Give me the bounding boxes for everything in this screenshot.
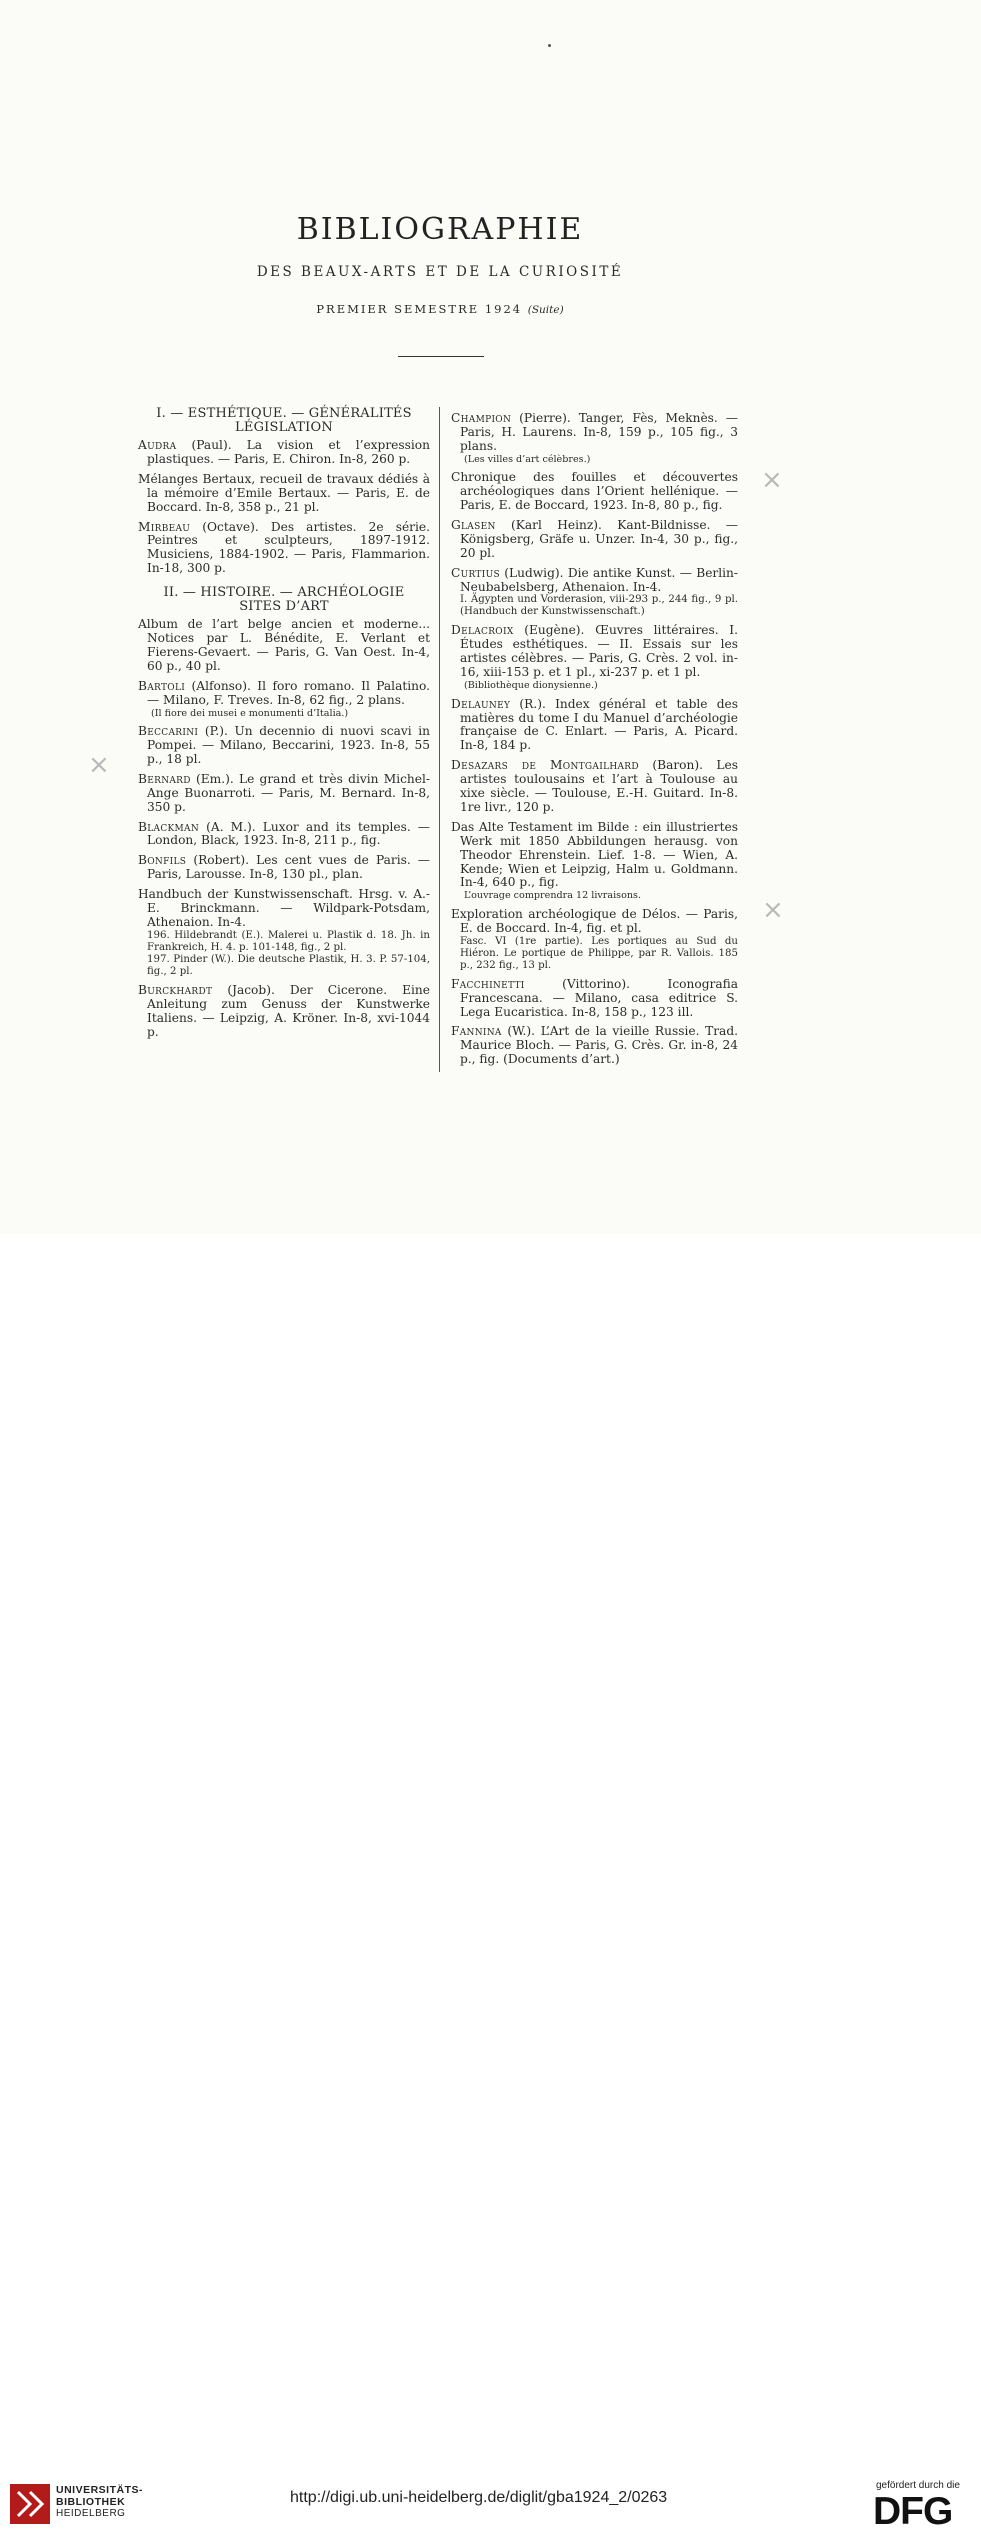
bibliography-entry [138, 439, 430, 467]
bibliography-entry [138, 888, 430, 978]
left-column [138, 407, 430, 1046]
section-heading-line: SITES D’ART [239, 599, 329, 615]
entry-text: (Baron). Les artistes toulousains et l’art à Toulouse au xixe siècle. — Toulouse, E.-H. Guitard. In-8. 1re livr., 120 p. [460, 758, 738, 814]
library-name-line: HEIDELBERG [56, 2508, 126, 2519]
entry-author: Audra [138, 438, 177, 452]
bibliography-entry [138, 521, 430, 577]
library-name [56, 2484, 143, 2520]
entry-list [138, 618, 430, 1039]
entry-author: Delauney [451, 696, 511, 711]
bibliography-entry [451, 471, 738, 513]
funding-label: gefördert durch die [876, 2480, 960, 2491]
semester-line [140, 302, 740, 316]
bibliography-entry [451, 1025, 738, 1067]
entry-list [451, 412, 738, 1067]
pencil-cross-mark: × [762, 895, 784, 925]
section-heading-esthetique [138, 407, 430, 435]
entry-text: (Alfonso). Il foro romano. Il Palatino. — Milano, F. Treves. In-8, 62 fig., 2 plans. [147, 678, 430, 707]
entry-author: Beccarini [138, 724, 199, 739]
entry-text: (Karl Heinz). Kant-Bildnisse. — Königsberg, Gräfe u. Unzer. In-4, 30 p., fig., 20 pl. [460, 517, 738, 560]
entry-note: (Les villes d’art célèbres.) [464, 453, 591, 465]
entry-subvolume: 197. Pinder (W.). Die deutsche Plastik, H. 3. P. 57-104, fig., 2 pl. [147, 953, 430, 977]
bibliography-entry [451, 978, 738, 1020]
entry-text: (R.). Index général et table des matières du tome I du Manuel d’archéologie française de C. Enlart. — Paris, A. Picard. In-8, 184 p. [460, 696, 738, 753]
bibliography-entry [451, 908, 738, 972]
semester-text: PREMIER SEMESTRE 1924 [316, 302, 523, 316]
column-divider [439, 407, 440, 1072]
entry-text: (W.). L’Art de la vieille Russie. Trad. Maurice Bloch. — Paris, G. Crès. Gr. in-8, 24 p., fig. (Documents d’art.) [460, 1024, 738, 1067]
bibliography-entry [451, 698, 738, 754]
entry-author: Bernard [138, 771, 191, 786]
bibliography-entry [138, 821, 430, 849]
entry-author: Mirbeau [138, 519, 191, 534]
entry-list [138, 439, 430, 576]
scanned-page [0, 0, 981, 1234]
entry-author: Desazars de Montgailhard [451, 758, 639, 773]
entry-author: Fannina [451, 1024, 502, 1039]
bibliography-entry [451, 567, 738, 619]
entry-note: L’ouvrage comprendra 12 livraisons. [464, 890, 642, 902]
footer-bar [0, 1234, 981, 2533]
right-column [451, 412, 738, 1073]
bibliography-entry [138, 984, 430, 1040]
entry-author: Curtius [451, 565, 500, 580]
entry-note: (Il fiore dei musei e monumenti d’Italia.) [151, 707, 349, 719]
page-title: BIBLIOGRAPHIE [296, 212, 584, 247]
entry-text: (Paul). La vision et l’expression plastiques. — Paris, E. Chiron. In-8, 260 p. [147, 438, 430, 466]
bibliography-entry [138, 773, 430, 815]
entry-text: (A. M.). Luxor and its temples. — London, Black, 1923. In-8, 211 p., fig. [147, 819, 430, 848]
entry-author: Bartoli [138, 678, 186, 693]
bibliography-entry [138, 680, 430, 719]
library-name-line: BIBLIOTHEK [56, 2496, 126, 2508]
section-heading-line: I. — ESTHÉTIQUE. — GÉNÉRALITÉS [156, 406, 412, 421]
entry-author: Bonfils [138, 853, 187, 868]
entry-text: (Octave). Des artistes. 2e série. Peintres et sculpteurs, 1897-1912. Musiciens, 1884-1902. — Paris, Flammarion. In-18, 300 p. [147, 519, 430, 576]
entry-subvolume: Fasc. VI (1re partie). Les portiques au Sud du Hiéron. Le portique de Philippe, par R. Vallois. 185 p., 232 fig., 13 pl. [460, 935, 738, 971]
entry-text: Das Alte Testament im Bilde : ein illustriertes Werk mit 1850 Abbildungen herausg. von Theodor Ehrenstein. Lief. 1-8. — Wien, A. Kende; Wien et Leipzig, Halm u. Goldmann. In-4, 640 p., fig. [451, 819, 738, 890]
bibliography-entry [451, 519, 738, 561]
entry-text: Mélanges Bertaux, recueil de travaux dédiés à la mémoire d’Emile Bertaux. — Paris, E. de Boccard. In-8, 358 p., 21 pl. [138, 471, 430, 514]
entry-text: (P.). Un decennio di nuovi scavi in Pompei. — Milano, Beccarini, 1923. In-8, 55 p., 18 pl. [147, 724, 430, 766]
page-subtitle: DES BEAUX-ARTS ET DE LA CURIOSITÉ [256, 264, 624, 280]
library-name-line: UNIVERSITÄTS- [56, 2484, 144, 2496]
entry-note: (Bibliothèque dionysienne.) [464, 680, 598, 692]
entry-text: Chronique des fouilles et découvertes archéologiques dans l’Orient hellénique. — Paris, E. de Boccard, 1923. In-8, 80 p., fig. [451, 470, 738, 513]
pencil-cross-mark: × [88, 750, 110, 780]
section-heading-histoire [138, 586, 430, 614]
bibliography-entry [451, 624, 738, 691]
bibliography-entry [138, 618, 430, 674]
entry-text: (Robert). Les cent vues de Paris. — Paris, Larousse. In-8, 130 pl., plan. [147, 853, 430, 882]
bibliography-entry [138, 725, 430, 767]
entry-text: (Ludwig). Die antike Kunst. — Berlin-Neubabelsberg, Athenaion. In-4. [460, 565, 738, 594]
entry-author: Burckhardt [138, 982, 213, 997]
bibliography-entry [138, 473, 430, 515]
bibliography-entry [451, 759, 738, 815]
entry-author: Glasen [451, 517, 496, 532]
semester-note: (Suite) [527, 304, 564, 316]
entry-text: Album de l’art belge ancien et moderne... Notices par L. Bénédite, E. Verlant et Fierens-Gevaert. — Paris, G. Van Oest. In-4, 60 p., 40 pl. [138, 617, 430, 673]
entry-author: Facchinetti [451, 976, 525, 991]
entry-text: (Eugène). Œuvres littéraires. I. Études esthétiques. — II. Essais sur les artistes célèbres. — Paris, G. Crès. 2 vol. in-16, xiii-153 p. et 1 pl., xi-237 p. et 1 pl. [460, 623, 738, 680]
section-heading-line: II. — HISTOIRE. — ARCHÉOLOGIE [163, 585, 405, 601]
dfg-logo: DFG [873, 2490, 953, 2533]
entry-author: Champion [451, 411, 512, 425]
entry-subvolume: 196. Hildebrandt (E.). Malerei u. Plastik d. 18. Jh. in Frankreich, H. 4. p. 101-148, fig., 2 pl. [147, 929, 430, 953]
entry-author: Blackman [138, 819, 200, 834]
entry-text: Exploration archéologique de Délos. — Paris, E. de Boccard. In-4, fig. et pl. [451, 906, 738, 935]
entry-text: (Pierre). Tanger, Fès, Meknès. — Paris, H. Laurens. In-8, 159 p., 105 fig., 3 plans. [460, 411, 738, 453]
entry-author: Delacroix [451, 623, 514, 638]
library-logo-icon [10, 2484, 50, 2524]
title-rule [398, 356, 484, 357]
entry-subvolume: I. Ägypten und Vorderasion, viii-293 p., 244 fig., 9 pl. (Handbuch der Kunstwissenschaft.) [460, 594, 738, 618]
entry-text: (Em.). Le grand et très divin Michel-Ange Buonarroti. — Paris, M. Bernard. In-8, 350 p. [147, 771, 430, 814]
entry-text: (Jacob). Der Cicerone. Eine Anleitung zum Genuss der Kunstwerke Italiens. — Leipzig, A. Kröner. In-8, xvi-1044 p. [147, 982, 430, 1039]
entry-text: (Vittorino). Iconografia Francescana. — Milano, casa editrice S. Lega Eucaristica. In-8, 158 p., 123 ill. [460, 976, 738, 1019]
bibliography-entry [138, 854, 430, 882]
permalink-url[interactable]: http://digi.ub.uni-heidelberg.de/diglit/gba1924_2/0263 [290, 2489, 668, 2506]
bibliography-entry [451, 412, 738, 465]
pencil-cross-mark: × [761, 465, 783, 495]
section-heading-line: LÉGISLATION [235, 420, 333, 435]
speck [548, 44, 551, 47]
bibliography-entry [451, 821, 738, 902]
entry-text: Handbuch der Kunstwissenschaft. Hrsg. v. A.-E. Brinckmann. — Wildpark-Potsdam, Athenaion. In-4. [138, 887, 430, 929]
